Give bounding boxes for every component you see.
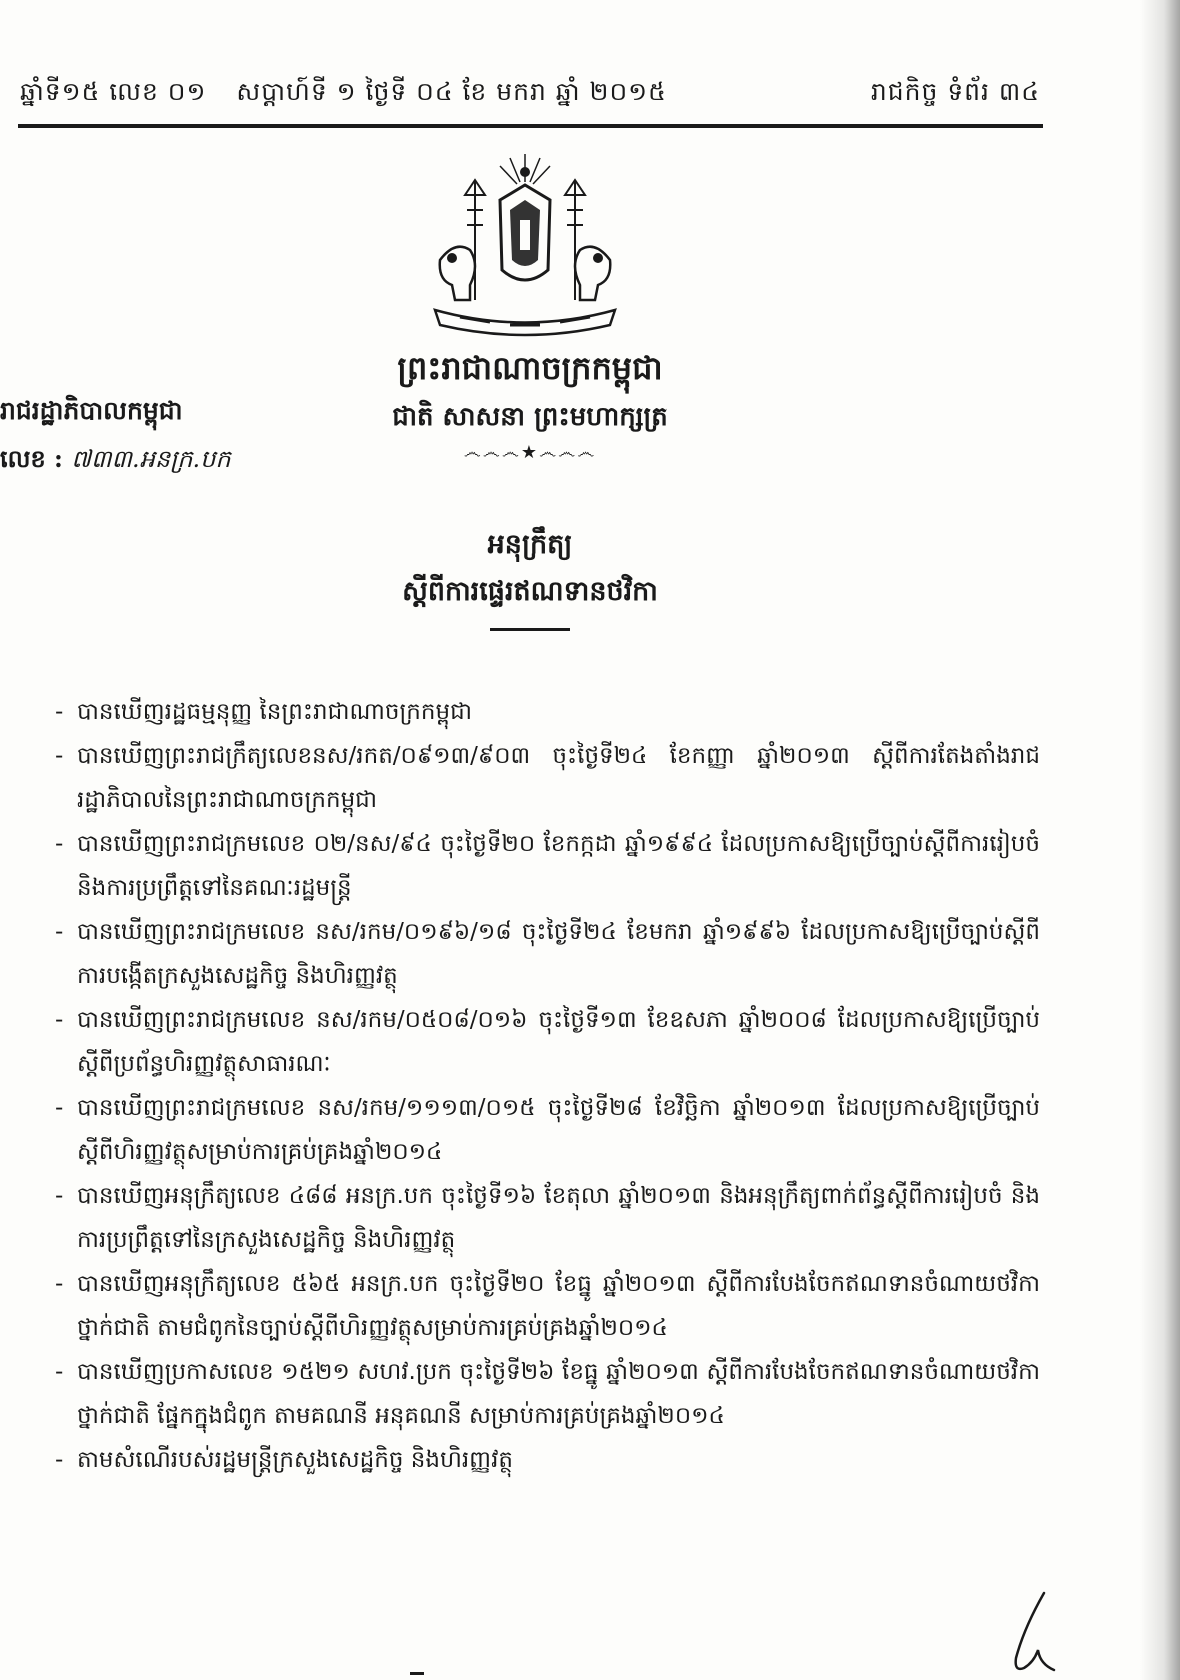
list-item: - បានឃើញព្រះរាជក្រមលេខ នស/រកម/០៥០៨/០១៦ ចុះថ្ងៃទី១៣ ខែឧសភា ឆ្នាំ២០០៨ ដែលប្រកាសឱ្យប្រើច្បាប់ស្តីពីប្រព័ន្ធហិរញ្ញវត្ថុសាធារណៈ: [55, 998, 1040, 1086]
list-item: - បានឃើញរដ្ឋធម្មនុញ្ញ នៃព្រះរាជាណាចក្រកម្ពុជា: [55, 690, 1040, 734]
kingdom-title: ព្រះរាជាណាចក្រកម្ពុជា: [397, 349, 663, 387]
royal-emblem-icon: [430, 150, 620, 340]
footer-mark: [410, 1672, 424, 1675]
issuing-government: រាជរដ្ឋាភិបាលកម្ពុជា: [0, 396, 183, 425]
document-subject: ស្តីពីការផ្ទេរឥណទានថវិកា: [402, 576, 658, 607]
list-item: - បានឃើញព្រះរាជក្រមលេខ ០២/នស/៩៤ ចុះថ្ងៃទី២០ ខែកក្កដា ឆ្នាំ១៩៩៤ ដែលប្រកាសឱ្យប្រើច្បាប់ស្តីពីការរៀបចំ និងការប្រព្រឹត្តទៅនៃគណៈរដ្ឋមន្ត្រី: [55, 822, 1040, 910]
gazette-page: រាជកិច្ច ទំព័រ ៣៤: [870, 77, 1040, 106]
list-item: - បានឃើញព្រះរាជក្រមលេខ នស/រកម/១១១៣/០១៥ ចុះថ្ងៃទី២៨ ខែវិច្ឆិកា ឆ្នាំ២០១៣ ដែលប្រកាសឱ្យប្រើច្បាប់ស្តីពីហិរញ្ញវត្ថុសម្រាប់ការគ្រប់គ្រងឆ្នាំ២០១៤: [55, 1086, 1040, 1174]
list-item: - តាមសំណើរបស់រដ្ឋមន្ត្រីក្រសួងសេដ្ឋកិច្ច និងហិរញ្ញវត្ថុ: [55, 1438, 1040, 1482]
list-item: - បានឃើញអនុក្រឹត្យលេខ ៤៨៨ អនក្រ.បក ចុះថ្ងៃទី១៦ ខែតុលា ឆ្នាំ២០១៣ និងអនុក្រឹត្យពាក់ព័ន្ធស្តីពីការរៀបចំ និងការប្រព្រឹត្តទៅនៃក្រសួងសេដ្ឋកិច្ច និងហិរញ្ញវត្ថុ: [55, 1174, 1040, 1262]
list-item-text: តាមសំណើរបស់រដ្ឋមន្ត្រីក្រសួងសេដ្ឋកិច្ច និងហិរញ្ញវត្ថុ: [77, 1447, 513, 1473]
gazette-date: សប្តាហ៍ទី ១ ថ្ងៃទី ០៤ ខែ មករា ឆ្នាំ ២០១៥: [236, 77, 667, 106]
list-item-text: បានឃើញអនុក្រឹត្យលេខ ៥៦៥ អនក្រ.បក ចុះថ្ងៃទី២០ ខែធ្នូ ឆ្នាំ២០១៣ ស្តីពីការបែងចែកឥណទានចំណាយថវិកាថ្នាក់ជាតិ តាមជំពូកនៃច្បាប់ស្តីពីហិរញ្ញវត្ថុសម្រាប់ការគ្រប់គ្រងឆ្នាំ២០១៤: [77, 1271, 1040, 1341]
list-item-text: បានឃើញប្រកាសលេខ ១៥២១ សហវ.ប្រក ចុះថ្ងៃទី២៦ ខែធ្នូ ឆ្នាំ២០១៣ ស្តីពីការបែងចែកឥណទានចំណាយថវិកាថ្នាក់ជាតិ ផ្នែកក្នុងជំពូក តាមគណនី អនុគណនី សម្រាប់ការគ្រប់គ្រងឆ្នាំ២០១៤: [77, 1359, 1040, 1429]
list-item-text: បានឃើញព្រះរាជក្រមលេខ នស/រកម/០១៩៦/១៨ ចុះថ្ងៃទី២៤ ខែមករា ឆ្នាំ១៩៩៦ ដែលប្រកាសឱ្យប្រើច្បាប់ស្តីពីការបង្កើតក្រសួងសេដ្ឋកិច្ច និងហិរញ្ញវត្ថុ: [77, 919, 1040, 989]
national-motto: ជាតិ សាសនា ព្រះមហាក្សត្រ: [392, 402, 668, 432]
motto-ornament: ෴෴෴★෴෴෴: [463, 442, 597, 463]
list-item-text: បានឃើញព្រះរាជក្រឹត្យលេខនស/រកត/០៩១៣/៩០៣ ចុះថ្ងៃទី២៤ ខែកញ្ញា ឆ្នាំ២០១៣ ស្តីពីការតែងតាំងរាជរដ្ឋាភិបាលនៃព្រះរាជាណាចក្រកម្ពុជា: [77, 743, 1040, 813]
list-item-text: បានឃើញអនុក្រឹត្យលេខ ៤៨៨ អនក្រ.បក ចុះថ្ងៃទី១៦ ខែតុលា ឆ្នាំ២០១៣ និងអនុក្រឹត្យពាក់ព័ន្ធស្តីពីការរៀបចំ និងការប្រព្រឹត្តទៅនៃក្រសួងសេដ្ឋកិច្ច និងហិរញ្ញវត្ថុ: [77, 1183, 1040, 1253]
list-item-text: បានឃើញព្រះរាជក្រមលេខ ០២/នស/៩៤ ចុះថ្ងៃទី២០ ខែកក្កដា ឆ្នាំ១៩៩៤ ដែលប្រកាសឱ្យប្រើច្បាប់ស្តីពីការរៀបចំ និងការប្រព្រឹត្តទៅនៃគណៈរដ្ឋមន្ត្រី: [77, 831, 1040, 901]
scan-edge-shadow: [1140, 0, 1180, 1680]
list-item-text: បានឃើញព្រះរាជក្រមលេខ នស/រកម/០៥០៨/០១៦ ចុះថ្ងៃទី១៣ ខែឧសភា ឆ្នាំ២០០៨ ដែលប្រកាសឱ្យប្រើច្បាប់ស្តីពីប្រព័ន្ធហិរញ្ញវត្ថុសាធារណៈ: [77, 1007, 1040, 1077]
preamble-list: [55, 690, 1040, 1482]
list-item: - បានឃើញអនុក្រឹត្យលេខ ៥៦៥ អនក្រ.បក ចុះថ្ងៃទី២០ ខែធ្នូ ឆ្នាំ២០១៣ ស្តីពីការបែងចែកឥណទានចំណាយថវិកាថ្នាក់ជាតិ តាមជំពូកនៃច្បាប់ស្តីពីហិរញ្ញវត្ថុសម្រាប់ការគ្រប់គ្រងឆ្នាំ២០១៤: [55, 1262, 1040, 1350]
gazette-header: [20, 70, 1040, 120]
list-item: - បានឃើញប្រកាសលេខ ១៥២១ សហវ.ប្រក ចុះថ្ងៃទី២៦ ខែធ្នូ ឆ្នាំ២០១៣ ស្តីពីការបែងចែកឥណទានចំណាយថវិកាថ្នាក់ជាតិ ផ្នែកក្នុងជំពូក តាមគណនី អនុគណនី សម្រាប់ការគ្រប់គ្រងឆ្នាំ២០១៤: [55, 1350, 1040, 1438]
document-type: អនុក្រឹត្យ: [487, 529, 573, 560]
header-rule: [18, 124, 1043, 128]
gazette-issue: ឆ្នាំទី១៥ លេខ ០១: [20, 77, 207, 106]
title-divider: [490, 628, 570, 631]
list-item: - បានឃើញព្រះរាជក្រមលេខ នស/រកម/០១៩៦/១៨ ចុះថ្ងៃទី២៤ ខែមករា ឆ្នាំ១៩៩៦ ដែលប្រកាសឱ្យប្រើច្បាប់ស្តីពីការបង្កើតក្រសួងសេដ្ឋកិច្ច និងហិរញ្ញវត្ថុ: [55, 910, 1040, 998]
list-item-text: បានឃើញរដ្ឋធម្មនុញ្ញ នៃព្រះរាជាណាចក្រកម្ពុជា: [77, 699, 472, 725]
handwritten-initial-icon: [1004, 1588, 1064, 1678]
reference-number: [0, 444, 231, 479]
list-item: - បានឃើញព្រះរាជក្រឹត្យលេខនស/រកត/០៩១៣/៩០៣ ចុះថ្ងៃទី២៤ ខែកញ្ញា ឆ្នាំ២០១៣ ស្តីពីការតែងតាំងរាជរដ្ឋាភិបាលនៃព្រះរាជាណាចក្រកម្ពុជា: [55, 734, 1040, 822]
reference-prefix: លេខ :: [0, 444, 63, 473]
list-item-text: បានឃើញព្រះរាជក្រមលេខ នស/រកម/១១១៣/០១៥ ចុះថ្ងៃទី២៨ ខែវិច្ឆិកា ឆ្នាំ២០១៣ ដែលប្រកាសឱ្យប្រើច្បាប់ស្តីពីហិរញ្ញវត្ថុសម្រាប់ការគ្រប់គ្រងឆ្នាំ២០១៤: [77, 1095, 1040, 1165]
reference-value: ៧៣៣.អនក្រ.បក: [71, 445, 231, 473]
